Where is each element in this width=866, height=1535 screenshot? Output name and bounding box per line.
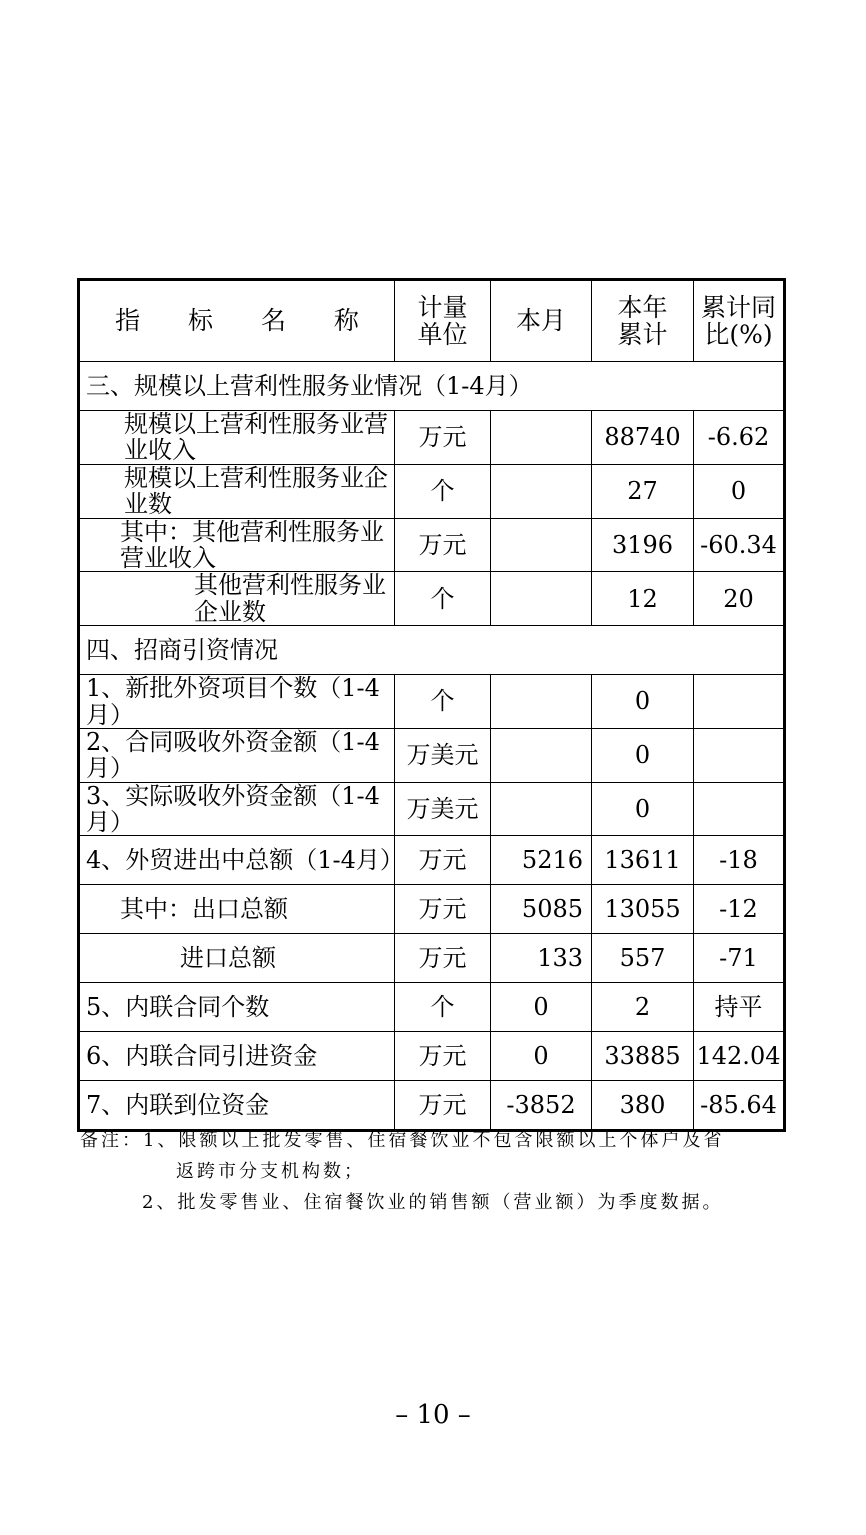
row-unit: 个 (395, 675, 491, 729)
row-unit: 万元 (395, 885, 491, 934)
row-name: 4、外贸进出中总额（1-4月） (79, 836, 395, 885)
row-name: 1、新批外资项目个数（1-4月） (79, 675, 395, 729)
row-yoy: -18 (694, 836, 785, 885)
row-month: 5216 (491, 836, 592, 885)
row-ytd: 12 (592, 572, 694, 626)
row-month (491, 782, 592, 836)
table-row (79, 782, 785, 836)
row-ytd: 0 (592, 728, 694, 782)
table-row (79, 464, 785, 518)
row-unit: 个 (395, 464, 491, 518)
row-name: 7、内联到位资金 (79, 1081, 395, 1131)
row-unit: 万元 (395, 518, 491, 572)
row-name: 其中：其他营利性服务业营业收入 (79, 518, 395, 572)
row-yoy: -71 (694, 934, 785, 983)
table-row (79, 572, 785, 626)
notes (80, 1125, 724, 1218)
header-this-month: 本月 (491, 280, 592, 362)
table-row (79, 1081, 785, 1131)
row-unit: 个 (395, 572, 491, 626)
section-row (79, 626, 785, 675)
section-title: 四、招商引资情况 (79, 626, 785, 675)
note-line-1: 备注：1、限额以上批发零售、住宿餐饮业不包含限额以上个体户及省 (80, 1130, 725, 1151)
table-row (79, 728, 785, 782)
table-row (79, 1032, 785, 1081)
row-ytd: 3196 (592, 518, 694, 572)
row-name: 6、内联合同引进资金 (79, 1032, 395, 1081)
table-row (79, 518, 785, 572)
row-name: 其中：出口总额 (79, 885, 395, 934)
row-yoy: 持平 (694, 983, 785, 1032)
row-name: 其他营利性服务业企业数 (79, 572, 395, 626)
row-yoy: -60.34 (694, 518, 785, 572)
table-row (79, 934, 785, 983)
section-title: 三、规模以上营利性服务业情况（1-4月） (79, 362, 785, 411)
row-month: 5085 (491, 885, 592, 934)
row-ytd: 380 (592, 1081, 694, 1131)
note-line-2: 返跨市分支机构数； (176, 1161, 365, 1182)
row-ytd: 33885 (592, 1032, 694, 1081)
row-name: 进口总额 (79, 934, 395, 983)
row-unit: 万元 (395, 1081, 491, 1131)
row-month (491, 518, 592, 572)
row-name: 2、合同吸收外资金额（1-4月） (79, 728, 395, 782)
row-yoy: 142.04 (694, 1032, 785, 1081)
row-month: -3852 (491, 1081, 592, 1131)
header-indicator-name: 指 标 名 称 (79, 280, 395, 362)
header-yoy: 累计同 比(%) (694, 280, 785, 362)
row-month (491, 411, 592, 465)
row-unit: 万元 (395, 411, 491, 465)
row-name: 3、实际吸收外资金额（1-4月） (79, 782, 395, 836)
table-header-row (79, 280, 785, 362)
section-row (79, 362, 785, 411)
page-number: – 10 – (395, 1400, 471, 1430)
table-row (79, 983, 785, 1032)
row-ytd: 13611 (592, 836, 694, 885)
statistics-table (77, 278, 786, 1132)
row-yoy (694, 675, 785, 729)
row-month (491, 572, 592, 626)
row-month: 0 (491, 1032, 592, 1081)
row-unit: 万元 (395, 934, 491, 983)
row-yoy: 0 (694, 464, 785, 518)
row-ytd: 2 (592, 983, 694, 1032)
row-yoy: -85.64 (694, 1081, 785, 1131)
table-row (79, 675, 785, 729)
row-ytd: 0 (592, 675, 694, 729)
row-yoy (694, 782, 785, 836)
row-unit: 万元 (395, 836, 491, 885)
row-ytd: 0 (592, 782, 694, 836)
header-ytd: 本年 累计 (592, 280, 694, 362)
row-name: 规模以上营利性服务业营业收入 (79, 411, 395, 465)
row-ytd: 88740 (592, 411, 694, 465)
row-month: 133 (491, 934, 592, 983)
row-ytd: 27 (592, 464, 694, 518)
row-month: 0 (491, 983, 592, 1032)
row-yoy: -12 (694, 885, 785, 934)
row-month (491, 675, 592, 729)
row-name: 5、内联合同个数 (79, 983, 395, 1032)
row-unit: 个 (395, 983, 491, 1032)
row-ytd: 557 (592, 934, 694, 983)
row-unit: 万元 (395, 1032, 491, 1081)
row-yoy: -6.62 (694, 411, 785, 465)
row-unit: 万美元 (395, 782, 491, 836)
row-name: 规模以上营利性服务业企业数 (79, 464, 395, 518)
row-ytd: 13055 (592, 885, 694, 934)
row-unit: 万美元 (395, 728, 491, 782)
table-row (79, 836, 785, 885)
row-yoy (694, 728, 785, 782)
row-month (491, 464, 592, 518)
note-line-3: 2、批发零售业、住宿餐饮业的销售额（营业额）为季度数据。 (142, 1192, 724, 1213)
header-unit: 计量 单位 (395, 280, 491, 362)
table-row (79, 411, 785, 465)
row-yoy: 20 (694, 572, 785, 626)
row-month (491, 728, 592, 782)
table-row (79, 885, 785, 934)
